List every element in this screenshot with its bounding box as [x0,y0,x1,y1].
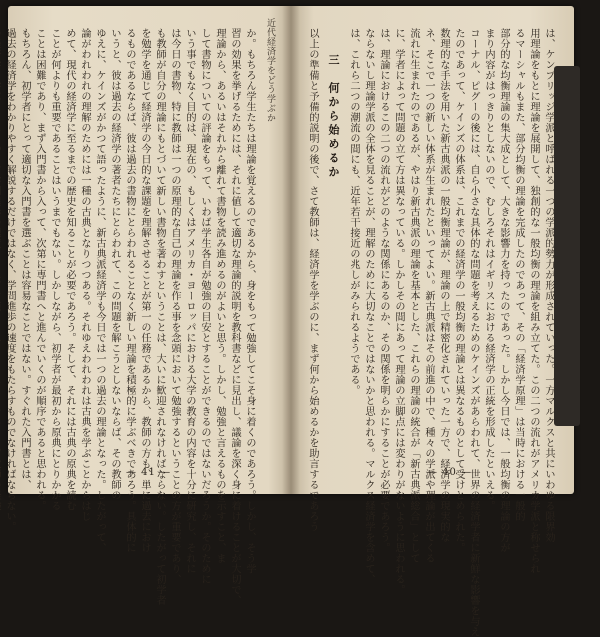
page-number-left: — 41 — [126,467,172,478]
text-line: は、理論におけるこの二つの流れがどのような関係にあるのか、その関係を明らかにすることが必要であろう。 [378,28,389,553]
text-line: 数理的な手法を用いた新古典派の一般均衡理論が、理論の上で精密化されていった一方で、経済学の現実的な [438,28,449,543]
text-line: して書物についての評論をもって、いわば学生各自が勉強の目安とすることができるのではないだろうか。そのために [199,28,210,585]
text-line: か。もちろん学生たちは理論を覚えるのであるから、身をもって勉強してこそ身に着くのであろう。しかし、そう学 [244,28,255,574]
text-line: を勉学を通じて経済学の今日的な課題を理解させることが第一の任務であるから、教師の方も、単に過去におけ [139,28,150,553]
text-line: 部分的な均衡理論の集大成として、大きな影響力を持ったのであった。しかし今日では、一般均衡の理論の方が [498,28,509,553]
text-line: 用理論をもとに理論を展開して、独創的な一般均衡の理論を組み立てた。この二つの流れがアメリカ学派と称せられ [528,28,539,574]
text-line: るマーシャルもまた、部分均衡の理論を完成したのであって、その「経済学原理」は当時における一般的 [513,28,524,522]
text-line: は、ケンブリッジ学派と呼ばれる一つの学派的勢力が形成されていった。一方マルクスと共にいわゆる限界効 [543,28,554,543]
text-line: 流れに生まれたのであるが、やはり新古典派の理論を基本とした、これらの理論の統合が「新古典派総合」として [408,28,419,564]
text-line: ネ、そこで一つの新しい体系が生まれたといってよい。新古典派はその前進の中で、種々の学派や理論が出てくる [423,28,434,564]
running-head: 近代経済学をどう学ぶか [265,18,275,123]
text-line: いう事でもなく目的は、現在の、もしくはアメリカ・ヨーロッパにおける大学の教育の内容を十分に研究し、それに [184,28,195,574]
book-cover-edge [554,66,580,426]
text-line: 理論から、あるいはそれから離れて書物を読み進めるのがよいと思う。しかし、勉強と言えるものを示すこと、ま [214,28,225,564]
text-line: るものであるならば、彼は過去の書物にとらわれることなく新しい理論を積極的に学ぶべきであろう。具体的に [124,28,135,553]
text-line: コーナル、ピグーの後には、自ら小さな具体的な問題を考えるためのケインズがあらわれて、世界の経済学者に新鮮な影響を与え [468,28,479,637]
text-line: まり内容がはっきりとしないので、むしろそれはイギリスにおける経済学の正統を形成したといえる。 [483,28,494,511]
text-line: たのであって、ケインズの体系は、これまでの経済学の一般均衡の理論とは異なるものとして受けとめられた。 [453,28,464,553]
text-line: ならないし理論学派の全体を見ることが、理解のために大切なことではないかと思われる。マルクス経済学を含めて、 [363,28,374,585]
text-line: 論がわれわれの理解のためには一種の古典となりつつある。それゆえわれわれは古典を学ぶことからはじ [79,28,90,522]
section-heading: 三 何から始めるか [327,54,340,180]
text-line: は今日の書物、特に教師は一つの原理的な自己の理論を作る事を念頭において勉強するということの方が重要であり、 [169,28,180,585]
text-line: ことは困難であり、まず入門書から入って、次第に専門書へと進んでいくのが順序であると思われる。 [34,28,45,511]
text-line: は、これら二つの潮流の間にも、近年若干接近の兆しがみられるようである。 [348,28,359,396]
text-line: ゆえに、ケインズがかつて語ったように、新古典派経済学も今日では一つの過去の理論となった。したがって、 [94,28,105,553]
right-page [291,6,574,637]
text-line: ことが何よりも重要であることはいうまでもない。しかしながら、初学者が最初から原典にとりかかる [49,28,60,511]
page-number-right: — 40 — [427,467,473,478]
book-spread [4,6,574,637]
text-line: めて、現代の経済学に至るまでの歴史を知ることが必要であろう。そして、それには古典の原典を読む [64,28,75,511]
text-line: も教師が自分の理論にもとづいて新しい書物を著わすということは、大いに歓迎されなければならない。したがって初学者 [154,28,165,606]
text-line: に、学者によって問題の立て方は異なっている。しかしその間にあって理論の立脚点には変わりがないように思われる。 [393,28,404,595]
text-line: いうと、彼は過去の経済学の著者たちにとらわれて、この問題を解こうとしないならば、その教師の [109,28,120,501]
text-line: 習の効果を挙げるためには、それに値して適切な理論的説明を教科書などに見出し、議論を深く身に着けることが大切で、 [229,28,240,606]
left-page [4,6,291,606]
text-line: もちろん、初学者にとって適切な入門書を選ぶことは容易なことではない。すぐれた入門書とは、 [19,28,30,490]
text-line: 過去の経済学をわかりやすく解説するだけではなく、学問進歩の速度をもたらすものでなければならない。 [4,28,15,532]
text-line: 以上の準備と予備的説明の後で、さて教師は、経済学を学ぶのに、まず何から始めるかを助言するであろう [307,28,318,532]
